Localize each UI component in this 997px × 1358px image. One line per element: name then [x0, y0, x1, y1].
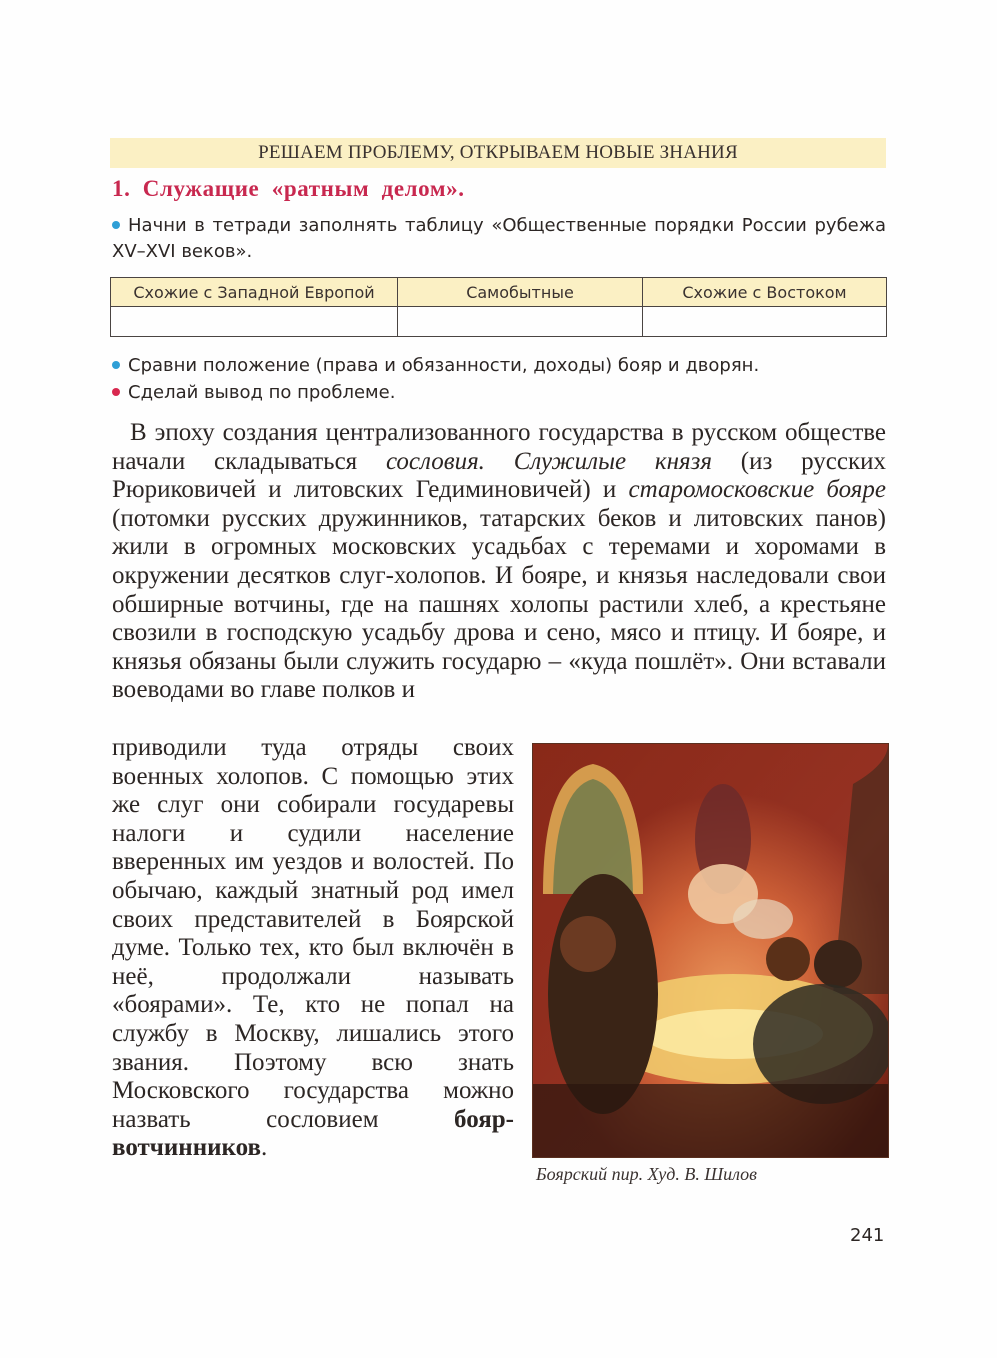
task-text: Сравни положение (права и обязанности, доходы) бояр и дворян.: [128, 355, 760, 376]
bullet-icon: [112, 221, 120, 229]
page-number: 241: [850, 1225, 885, 1246]
text-run: приводили туда отряды своих военных холопов. С помощью этих же слуг они собирали государевы налоги и судили население вверенных им уездов и волостей. По обычаю, каждый знатный род имел своих представителей в Боярской думе. Только тех, кто был включён в неё, продолжали называть «боярами». Те, кто не попал на службу в Москву, лишались этого звания. Поэтому всю знать Московского государства можно назвать сословием: [112, 734, 514, 1133]
text-run: (из русских Рюриковичей и литовских Гедиминовичей) и: [112, 447, 886, 504]
table-row: [111, 307, 887, 337]
term-italic: сословия. Служилые князя: [385, 447, 712, 475]
task-item: [112, 213, 886, 265]
section-banner: РЕШАЕМ ПРОБЛЕМУ, ОТКРЫВАЕМ НОВЫЕ ЗНАНИЯ: [110, 138, 886, 168]
table-header-row: [111, 278, 887, 307]
text-run: (потомки русских дружинников, татарских беков и литовских панов) жили в огромных московских усадьбах с теремами и хоромами в окружении десятков слуг-холопов. И бояре, и князья наследовали свои обширные вотчины, где на пашнях холопы растили хлеб, а крестьяне свозили в господскую усадьбу дрова и сено, мясо и птицу. И бояре, и князья обязаны были служить государю – «куда пошлёт». Они вставали воеводами во главе полков и: [112, 504, 886, 704]
bullet-icon: [112, 388, 120, 396]
text-run: .: [260, 1134, 268, 1162]
comparison-table: [110, 277, 887, 337]
table-cell: [111, 307, 398, 337]
bullet-icon: [112, 361, 120, 369]
task-text: Начни в тетради заполнять таблицу «Общественные порядки России рубежа XV–XVI веков».: [112, 215, 886, 262]
body-paragraph: [112, 419, 886, 705]
table-cell: [398, 307, 643, 337]
painting-image: [532, 743, 889, 1158]
task-item: [112, 380, 886, 406]
boyar-feast-painting: [533, 744, 888, 1157]
column-header: Самобытные: [398, 278, 643, 307]
image-caption: Боярский пир. Худ. В. Шилов: [536, 1164, 757, 1184]
body-paragraph-continued: [112, 734, 514, 1163]
section-heading: 1. Служащие «ратным делом».: [112, 176, 465, 201]
column-header: Схожие с Западной Европой: [111, 278, 398, 307]
task-text: Сделай вывод по проблеме.: [128, 382, 396, 403]
column-header: Схожие с Востоком: [643, 278, 887, 307]
term-bold: бояр-вотчинников: [112, 1105, 514, 1162]
term-italic: старомосковские бояре: [628, 476, 886, 504]
table-cell: [643, 307, 887, 337]
text-run: В эпоху создания централизованного государства в русском обществе начали складываться: [112, 419, 886, 475]
task-item: [112, 353, 886, 379]
